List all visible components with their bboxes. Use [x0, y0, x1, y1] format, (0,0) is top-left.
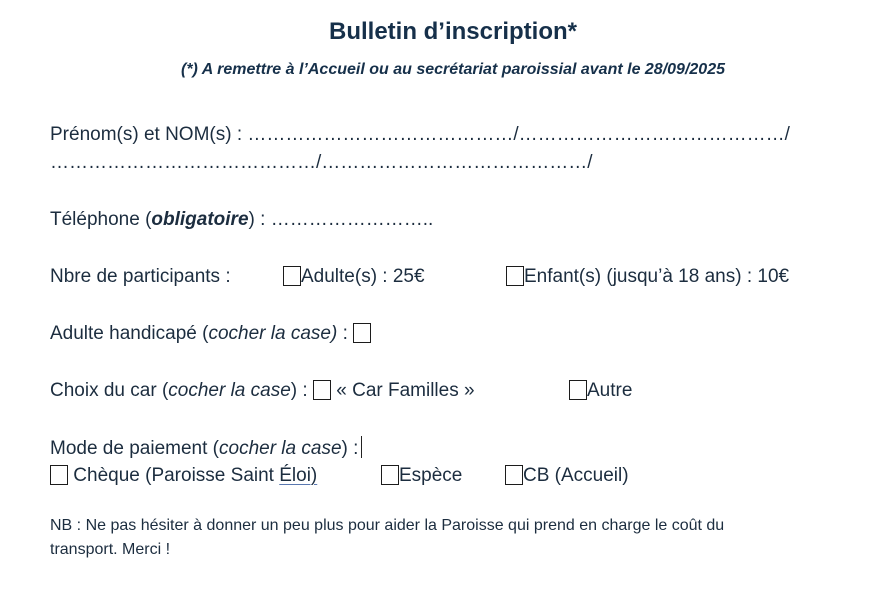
note-line-2: transport. Merci !: [50, 541, 171, 558]
name-field-line-1[interactable]: ……………………………………/……………………………………/: [247, 124, 790, 145]
name-field-row: [50, 124, 790, 146]
cheque-checkbox[interactable]: [50, 465, 68, 485]
note-block: [50, 514, 724, 562]
phone-field-row: [50, 209, 433, 231]
adult-checkbox[interactable]: [283, 266, 301, 286]
note-line-1: NB : Ne pas hésiter à donner un peu plus pour aider la Paroisse qui prend en charge le coût du: [50, 517, 725, 534]
handicap-checkbox[interactable]: [353, 323, 371, 343]
name-field-row-2: [50, 152, 593, 174]
payment-label: Mode de paiement (cocher la case) :: [50, 438, 359, 459]
bus-other-option: [569, 380, 632, 402]
participants-child-option: [506, 266, 789, 288]
card-label: CB (Accueil): [523, 465, 629, 486]
payment-row: [50, 436, 362, 460]
name-field-line-2[interactable]: ……………………………………/……………………………………/: [50, 152, 593, 173]
card-checkbox[interactable]: [505, 465, 523, 485]
payment-card-option: [505, 465, 629, 487]
bus-other-checkbox[interactable]: [569, 380, 587, 400]
participants-adult-option: [283, 266, 425, 288]
cheque-label: Chèque (Paroisse Saint Éloi): [73, 465, 318, 486]
participants-label: Nbre de participants :: [50, 266, 231, 287]
form-subtitle: [0, 61, 876, 79]
bus-row: [50, 380, 475, 402]
adult-label: Adulte(s) : 25€: [301, 266, 425, 287]
text-cursor: [361, 436, 362, 458]
bus-other-label: Autre: [587, 380, 633, 401]
phone-field-label: Téléphone (obligatoire) :: [50, 209, 266, 230]
phone-field-dots[interactable]: ……………………..: [270, 209, 434, 230]
child-label: Enfant(s) (jusqu’à 18 ans) : 10€: [524, 266, 790, 287]
name-field-label: Prénom(s) et NOM(s) :: [50, 124, 243, 145]
handicap-row: [50, 323, 371, 345]
bus-label: Choix du car (cocher la case) :: [50, 380, 308, 401]
cash-label: Espèce: [399, 465, 463, 486]
payment-cash-option: [381, 465, 462, 487]
subtitle-text: A remettre à l’Accueil ou au secrétariat paroissial avant le 28/09/2025: [201, 61, 725, 78]
form-title: Bulletin d’inscription*: [328, 18, 577, 45]
car-familles-checkbox[interactable]: [313, 380, 331, 400]
cash-checkbox[interactable]: [381, 465, 399, 485]
subtitle-marker: (*): [181, 61, 198, 78]
child-checkbox[interactable]: [506, 266, 524, 286]
payment-cheque-option: [50, 465, 317, 487]
handicap-label: Adulte handicapé (cocher la case) :: [50, 323, 348, 344]
car-familles-label: « Car Familles »: [336, 380, 475, 401]
